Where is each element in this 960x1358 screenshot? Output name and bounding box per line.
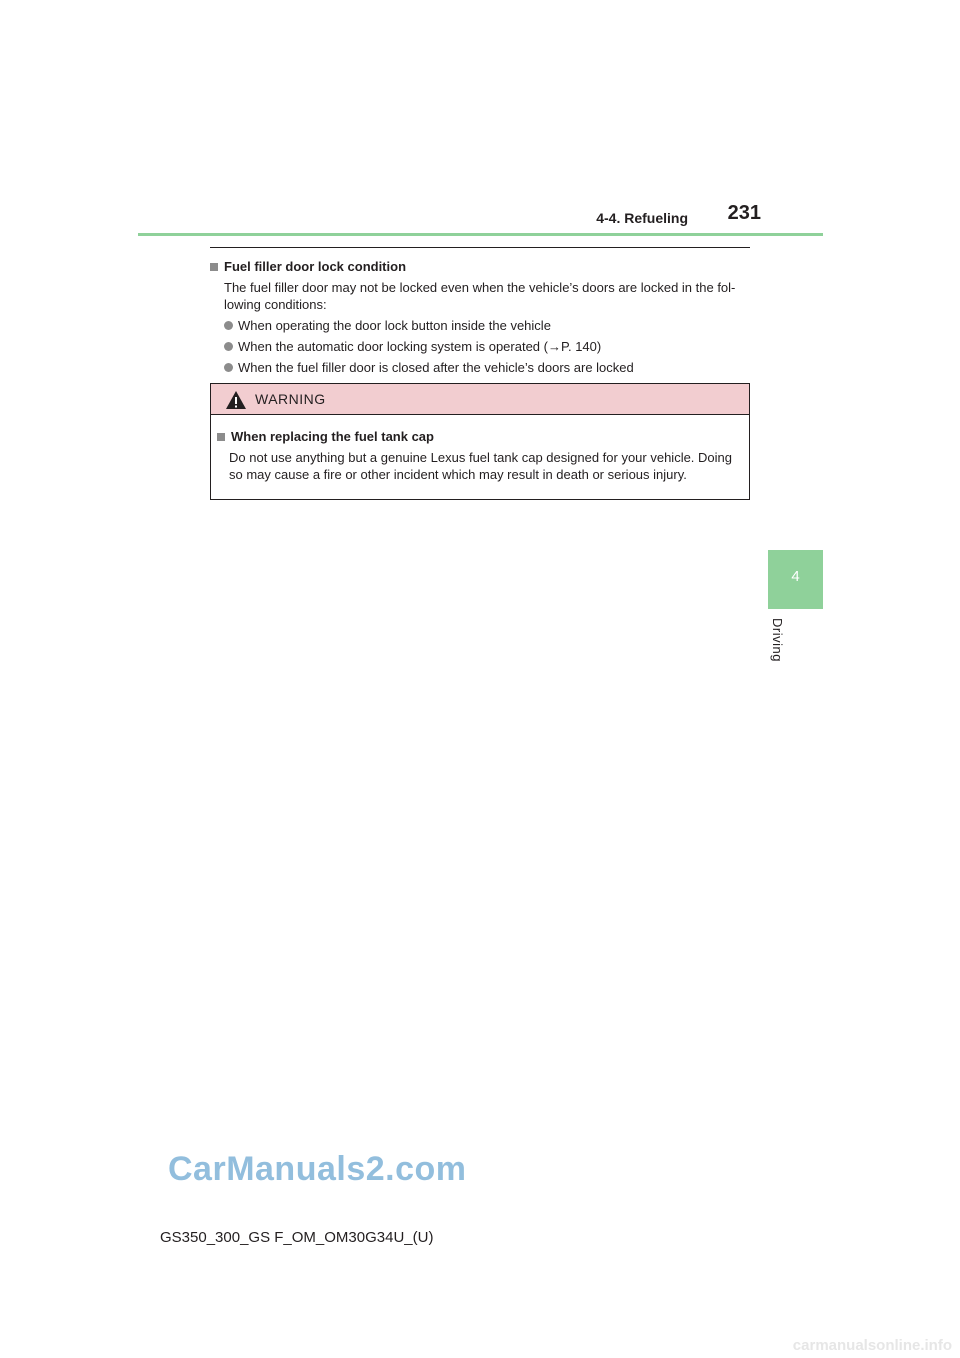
lock-condition-intro: The fuel filler door may not be locked even when the vehicle’s doors are locked in the fol-lowing conditions: — [224, 280, 736, 312]
warning-box — [210, 383, 750, 500]
square-bullet-icon — [217, 433, 225, 441]
list-item — [210, 338, 750, 355]
watermark-logo: CarManuals2.com — [168, 1150, 467, 1188]
chapter-tab[interactable] — [768, 550, 823, 609]
lock-condition-heading — [210, 258, 750, 275]
warning-text: Do not use anything but a genuine Lexus fuel tank cap designed for your vehicle. Doing so may cause a fire or other incident which may result in death or serious injury. — [229, 450, 733, 482]
list-item — [210, 359, 750, 376]
chapter-number: 4 — [791, 568, 800, 585]
warning-heading — [217, 428, 743, 445]
circle-bullet-icon — [224, 342, 233, 351]
circle-bullet-icon — [224, 321, 233, 330]
chapter-label: Driving — [770, 618, 785, 662]
warning-triangle-icon — [225, 390, 247, 410]
list-item-text: When the fuel filler door is closed after the vehicle’s doors are locked — [238, 360, 634, 375]
content-rule — [210, 247, 750, 248]
warning-body — [217, 428, 743, 487]
page-number: 231 — [727, 202, 761, 224]
section-title: 4-4. Refueling — [596, 210, 688, 226]
circle-bullet-icon — [224, 363, 233, 372]
site-watermark[interactable]: carmanualsonline.info — [792, 1337, 952, 1354]
square-bullet-icon — [210, 263, 218, 271]
chapter-label-wrapper — [763, 618, 793, 678]
list-item-text: When the automatic door locking system is operated (→P. 140) — [238, 339, 602, 354]
header-rule — [138, 233, 823, 236]
lock-condition-section — [210, 258, 750, 376]
list-item-text: When operating the door lock button inside the vehicle — [238, 318, 551, 333]
warning-title: WARNING — [255, 391, 326, 407]
document-code: GS350_300_GS F_OM_OM30G34U_(U) — [160, 1229, 434, 1246]
page-header — [138, 200, 823, 236]
list-item — [210, 317, 750, 334]
lock-condition-heading-text: Fuel filler door lock condition — [224, 259, 407, 274]
warning-heading-text: When replacing the fuel tank cap — [231, 429, 434, 444]
warning-header — [211, 384, 749, 415]
